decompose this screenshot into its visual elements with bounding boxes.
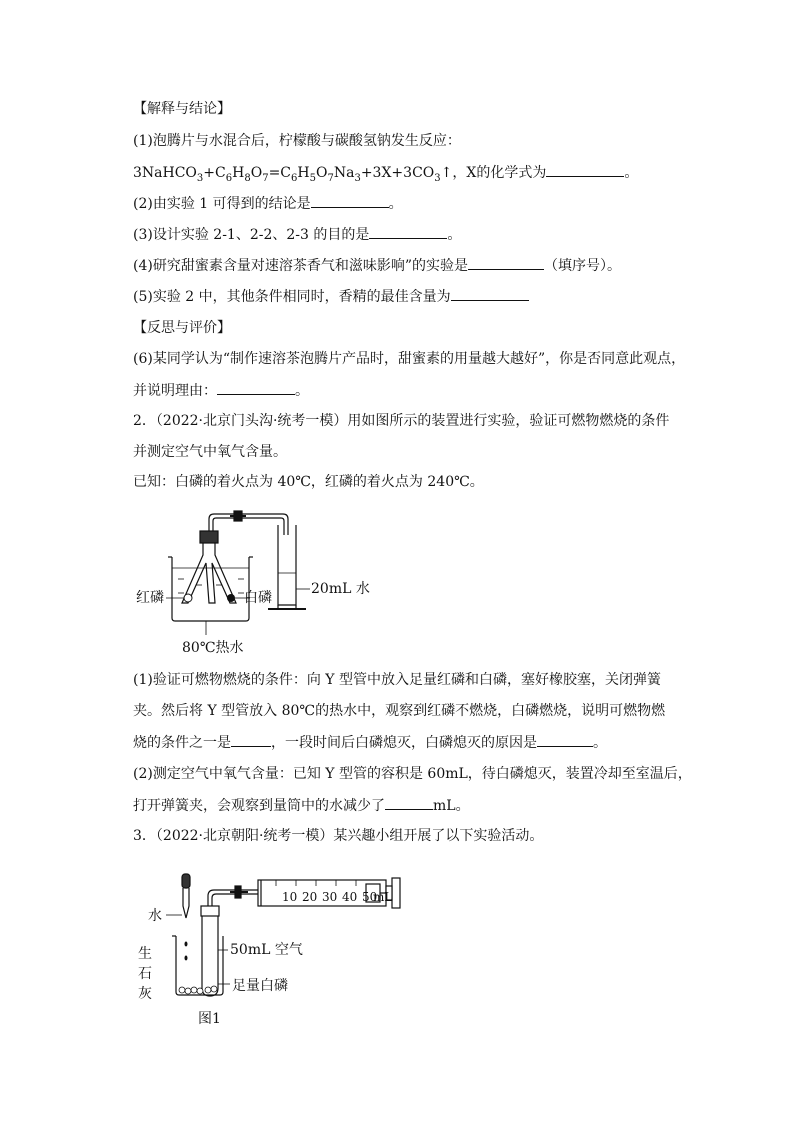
question-4-text: (4)研究甜蜜素含量对速溶茶香气和滋味影响”的实验是 （填序号）。 bbox=[133, 255, 621, 276]
figure-caption: 图1 bbox=[198, 1011, 221, 1027]
syringe-tick-30: 30 bbox=[322, 890, 338, 904]
question-5-text: (5)实验 2 中，其他条件相同时，香精的最佳含量为 bbox=[133, 286, 529, 307]
label-hot-water: 80℃热水 bbox=[182, 640, 244, 656]
answer-blank bbox=[546, 162, 624, 177]
answer-blank bbox=[537, 732, 593, 747]
problem-2-part1-line2: 夹。然后将 Y 型管放入 80℃的热水中，观察到红磷不燃烧，白磷燃烧，说明可燃物燃 bbox=[133, 703, 666, 719]
question-1-text: (1)泡腾片与水混合后，柠檬酸与碳酸氢钠发生反应： bbox=[133, 133, 461, 149]
label-water: 水 bbox=[148, 908, 162, 924]
problem-2-part1-line3: 烧的条件之一是 ，一段时间后白磷熄灭，白磷熄灭的原因是 。 bbox=[133, 732, 607, 753]
label-quicklime-2: 石 bbox=[138, 966, 152, 982]
syringe-tick-10: 10 bbox=[282, 890, 298, 904]
section-heading-explain: 【解释与结论】 bbox=[133, 101, 231, 117]
problem-2-title: 2．（2022·北京门头沟·统考一模）用如图所示的装置进行实验，验证可燃物燃烧的条件 bbox=[133, 413, 670, 429]
problem-2-part1-line1: (1)验证可燃物燃烧的条件：向 Y 型管中放入足量红磷和白磷，塞好橡胶塞，关闭弹簧 bbox=[133, 672, 661, 688]
syringe-tick-unit: mL bbox=[373, 890, 393, 904]
label-red-phosphorus: 红磷 bbox=[136, 590, 164, 606]
answer-blank bbox=[217, 380, 295, 395]
question-6-text: (6)某同学认为“制作速溶茶泡腾片产品时，甜蜜素的用量越大越好”，你是否同意此观点， bbox=[133, 351, 686, 367]
y-tube-apparatus-figure bbox=[130, 505, 370, 655]
section-heading-reflect: 【反思与评价】 bbox=[133, 320, 231, 336]
label-quicklime-3: 灰 bbox=[138, 986, 152, 1002]
label-white-phosphorus: 白磷 bbox=[244, 590, 272, 606]
question-3-text: (3)设计实验 2-1、2-2、2-3 的目的是 。 bbox=[133, 224, 461, 245]
problem-3-title: 3．（2022·北京朝阳·统考一模）某兴趣小组开展了以下实验活动。 bbox=[133, 828, 544, 844]
syringe-tick-50: 50 bbox=[362, 890, 378, 904]
syringe-tick-20: 20 bbox=[302, 890, 318, 904]
syringe-tick-40: 40 bbox=[342, 890, 358, 904]
answer-blank bbox=[231, 732, 271, 747]
problem-2-known: 已知：白磷的着火点为 40℃，红磷的着火点为 240℃。 bbox=[133, 474, 484, 490]
problem-2-part2-line2: 打开弹簧夹，会观察到量筒中的水减少了 mL。 bbox=[133, 795, 470, 816]
problem-2-title-cont: 并测定空气中氧气含量。 bbox=[133, 444, 287, 460]
answer-blank bbox=[468, 255, 544, 270]
answer-blank bbox=[311, 193, 389, 208]
answer-blank bbox=[369, 224, 447, 239]
label-cylinder-water: 20mL 水 bbox=[311, 581, 370, 597]
chemical-equation: $3NaHCO_3+C_6H_8O_7=C_6H_5O_7Na_3+3X+3CO_3↑$，X的化学式为 。 bbox=[133, 162, 638, 183]
label-white-phosphorus: 足量白磷 bbox=[232, 978, 288, 994]
answer-blank bbox=[451, 286, 529, 301]
label-quicklime-1: 生 bbox=[138, 946, 152, 962]
problem-2-part2-line1: (2)测定空气中氧气含量：已知 Y 型管的容积是 60mL，待白磷熄灭，装置冷却至室温后， bbox=[133, 766, 692, 782]
label-50ml-air: 50mL 空气 bbox=[230, 942, 303, 958]
question-2-text: (2)由实验 1 可得到的结论是 。 bbox=[133, 193, 403, 214]
question-6-reason: 并说明理由： 。 bbox=[133, 380, 309, 401]
answer-blank bbox=[385, 795, 433, 810]
